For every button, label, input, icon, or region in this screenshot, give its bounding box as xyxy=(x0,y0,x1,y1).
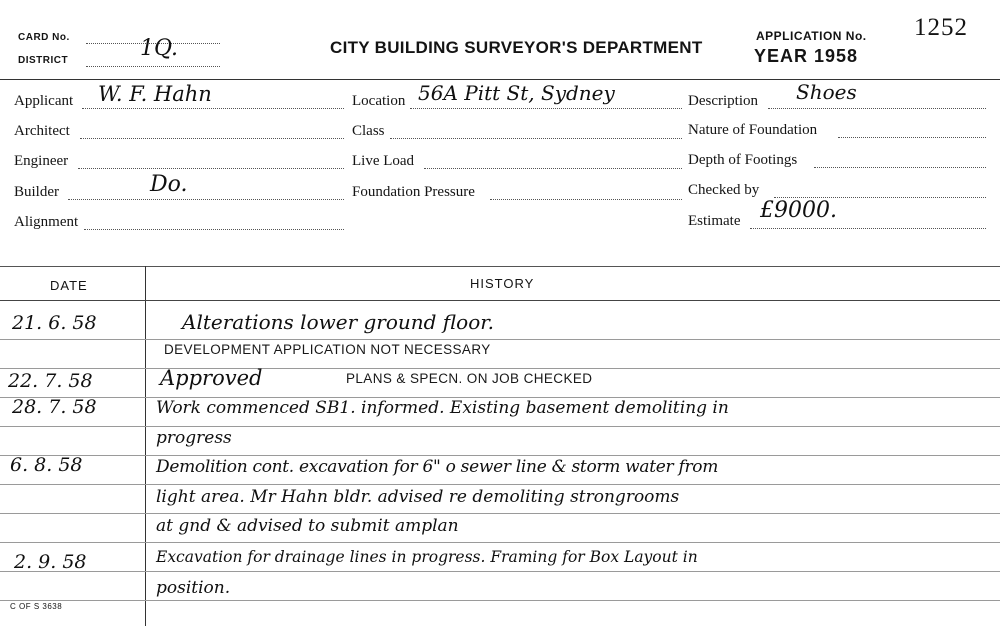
form-code: C OF S 3638 xyxy=(10,602,63,611)
entry-text: position. xyxy=(156,578,231,598)
ruled-line xyxy=(0,426,1000,427)
alignment-label: Alignment xyxy=(14,214,79,230)
nature-of-foundation-dots xyxy=(838,137,986,138)
entry-date: 28. 7. 58 xyxy=(12,396,97,418)
description-dots xyxy=(768,108,986,109)
ruled-line xyxy=(0,571,1000,572)
applicant-value: W. F. Hahn xyxy=(98,82,212,106)
entry-date: 21. 6. 58 xyxy=(12,312,97,334)
ruled-line xyxy=(0,339,1000,340)
entry-stamp: PLANS & SPECN. ON JOB CHECKED xyxy=(346,371,593,386)
live-load-label: Live Load xyxy=(352,153,415,169)
district-value: 1Q. xyxy=(140,36,178,61)
architect-label: Architect xyxy=(14,123,70,139)
nature-of-foundation-label: Nature of Foundation xyxy=(688,122,818,138)
estimate-dots xyxy=(750,228,986,229)
year-label: YEAR 1958 xyxy=(754,46,859,66)
checked-by-label: Checked by xyxy=(688,182,760,198)
location-label: Location xyxy=(352,93,406,109)
location-dots xyxy=(410,108,682,109)
description-value: Shoes xyxy=(796,80,857,104)
date-header: DATE xyxy=(50,278,88,293)
class-label: Class xyxy=(352,123,385,139)
table-top-border xyxy=(0,266,1000,267)
builder-label: Builder xyxy=(14,184,59,200)
location-value: 56A Pitt St, Sydney xyxy=(418,81,615,105)
foundation-pressure-label: Foundation Pressure xyxy=(352,184,475,200)
ruled-line xyxy=(0,455,1000,456)
estimate-label: Estimate xyxy=(688,213,741,229)
class-dots xyxy=(390,138,682,139)
ruled-line xyxy=(0,513,1000,514)
estimate-value: £9000. xyxy=(760,198,837,223)
entry-date: 2. 9. 58 xyxy=(14,551,87,573)
department-title: CITY BUILDING SURVEYOR'S DEPARTMENT xyxy=(330,38,703,57)
entry-text: Excavation for drainage lines in progress. Framing for Box Layout in xyxy=(156,548,698,566)
entry-stamp: DEVELOPMENT APPLICATION NOT NECESSARY xyxy=(164,342,491,357)
live-load-dots xyxy=(424,168,682,169)
entry-date: 22. 7. 58 xyxy=(8,370,93,392)
entry-text: at gnd & advised to submit amplan xyxy=(156,516,459,536)
district-label: DISTRICT xyxy=(18,55,69,66)
architect-dots xyxy=(80,138,344,139)
application-no-label: APPLICATION No. xyxy=(756,29,867,43)
applicant-dots xyxy=(82,108,344,109)
card-no-label: CARD No. xyxy=(18,32,70,43)
applicant-label: Applicant xyxy=(14,93,74,109)
ruled-line xyxy=(0,484,1000,485)
application-no: 1252 xyxy=(914,14,968,41)
entry-text: Work commenced SB1. informed. Existing basement demoliting in xyxy=(156,398,729,418)
depth-of-footings-dots xyxy=(814,167,986,168)
ruled-line xyxy=(0,600,1000,601)
column-divider xyxy=(145,266,146,626)
alignment-dots xyxy=(84,229,344,230)
engineer-dots xyxy=(78,168,344,169)
ruled-line xyxy=(0,368,1000,369)
description-label: Description xyxy=(688,93,758,109)
entry-date: 6. 8. 58 xyxy=(10,454,83,476)
district-dots xyxy=(86,66,220,67)
entry-text: Demolition cont. excavation for 6" o sewer line & storm water from xyxy=(156,457,719,477)
entry-text: Approved xyxy=(160,366,263,390)
builder-dots xyxy=(68,199,344,200)
entry-text: progress xyxy=(156,428,232,448)
header-row-border xyxy=(0,300,1000,301)
ruled-line xyxy=(0,542,1000,543)
foundation-pressure-dots xyxy=(490,199,682,200)
entry-text: light area. Mr Hahn bldr. advised re demoliting strongrooms xyxy=(156,487,680,507)
builder-value: Do. xyxy=(150,172,188,197)
entry-text: Alterations lower ground floor. xyxy=(182,310,494,334)
depth-of-footings-label: Depth of Footings xyxy=(688,152,798,168)
history-header: HISTORY xyxy=(470,276,535,291)
engineer-label: Engineer xyxy=(14,153,69,169)
